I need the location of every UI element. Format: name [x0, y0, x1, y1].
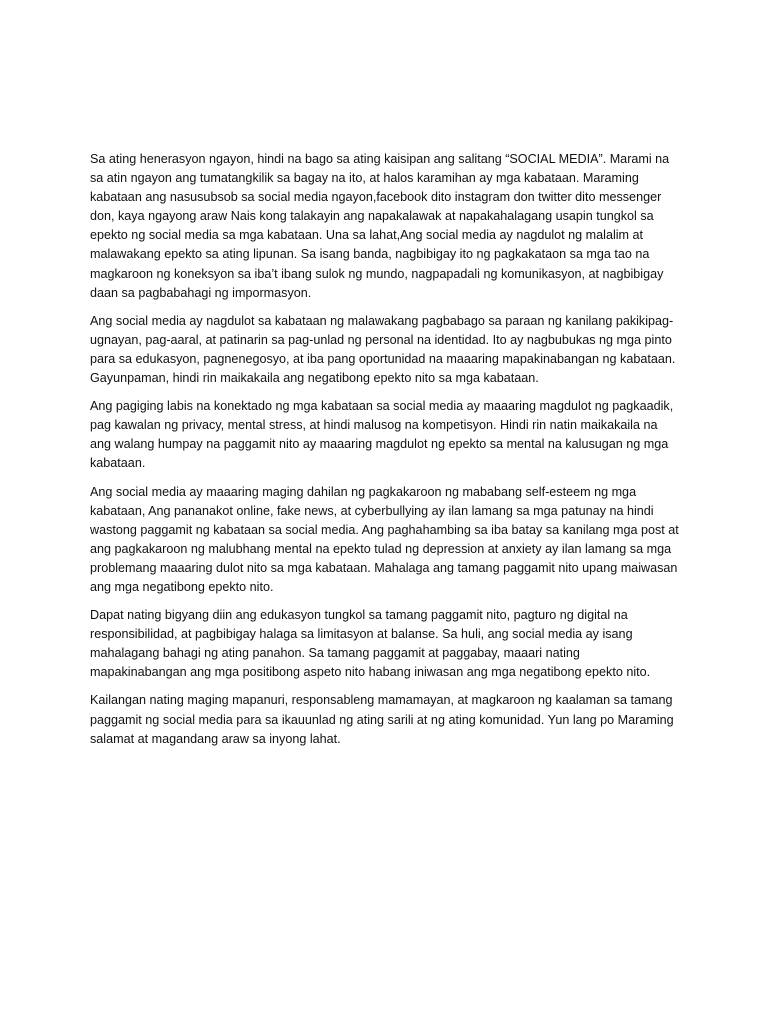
paragraph: Ang social media ay nagdulot sa kabataan ng malawakang pagbabago sa paraan ng kanilang pakikipag-ugnayan, pag-aaral, at patinarin sa pag-unlad ng personal na identidad. Ito ay nagbubukas ng mga pinto para sa edukasyon, pagnenegosyo, at iba pang oportunidad na maaaring mapakinabangan ng kabataan. Gayunpaman, hindi rin maikakaila ang negatibong epekto nito sa mga kabataan. [90, 313, 676, 386]
paragraph: Kailangan nating maging mapanuri, responsableng mamamayan, at magkaroon ng kaalaman sa tamang paggamit ng social media para sa ikauunlad ng ating sarili at ng ating komunidad. Yun lang po Maraming salamat at magandang araw sa inyong lahat. [90, 693, 674, 746]
paragraph: Dapat nating bigyang diin ang edukasyon tungkol sa tamang paggamit nito, pagturo ng digital na responsibilidad, at pagbibigay halaga sa limitasyon at balanse. Sa huli, ang social media ay isang mahalagang bahagi ng ating panahon. Sa tamang paggamit at paggabay, maaari nating mapakinabangan ang mga positibong aspeto nito habang iniwasan ang mga negatibong epekto nito. [90, 608, 651, 680]
paragraph: Sa ating henerasyon ngayon, hindi na bago sa ating kaisipan ang salitang “SOCIAL MEDIA”. Marami na sa atin ngayon ang tumatangkilik sa bagay na ito, at halos karamihan ay mga kabataan. Maraming kabataan ang nasusubsob sa social media ngayon,facebook dito instagram don twitter dito messenger don, kaya ngayong araw Nais kong talakayin ang napakalawak at napakahalagang usapin tungkol sa epekto ng social media sa mga kabataan. Una sa lahat,Ang social media ay nagdulot ng malalim at malawakang epekto sa ating lipunan. Sa isang banda, nagbibigay ito ng pagkakataon sa mga tao na magkaroon ng koneksyon sa iba’t ibang sulok ng mundo, nagpapadali ng komunikasyon, at nagbibigay daan sa pagbabahagi ng impormasyon. [90, 152, 670, 300]
paragraph: Ang social media ay maaaring maging dahilan ng pagkakaroon ng mababang self-esteem ng mga kabataan, Ang pananakot online, fake news, at cyberbullying ay ilan lamang sa mga patunay na hindi wastong paggamit ng kabataan sa social media. Ang paghahambing sa iba batay sa kanilang mga post at ang pagkakaroon ng malubhang mental na epekto tulad ng depression at anxiety ay ilan lamang sa mga problemang maaaring dulot nito sa mga kabataan. Mahalaga ang tamang paggamit nito upang maiwasan ang mga negatibong epekto nito. [90, 484, 679, 594]
document-body [90, 150, 680, 758]
paragraph: Ang pagiging labis na konektado ng mga kabataan sa social media ay maaaring magdulot ng pagkaadik, pag kawalan ng privacy, mental stress, at hindi malusog na kompetisyon. Hindi rin natin maikakaila na ang walang humpay na paggamit nito ay maaaring magdulot ng epekto sa mental na kalusugan ng mga kabataan. [90, 399, 674, 471]
